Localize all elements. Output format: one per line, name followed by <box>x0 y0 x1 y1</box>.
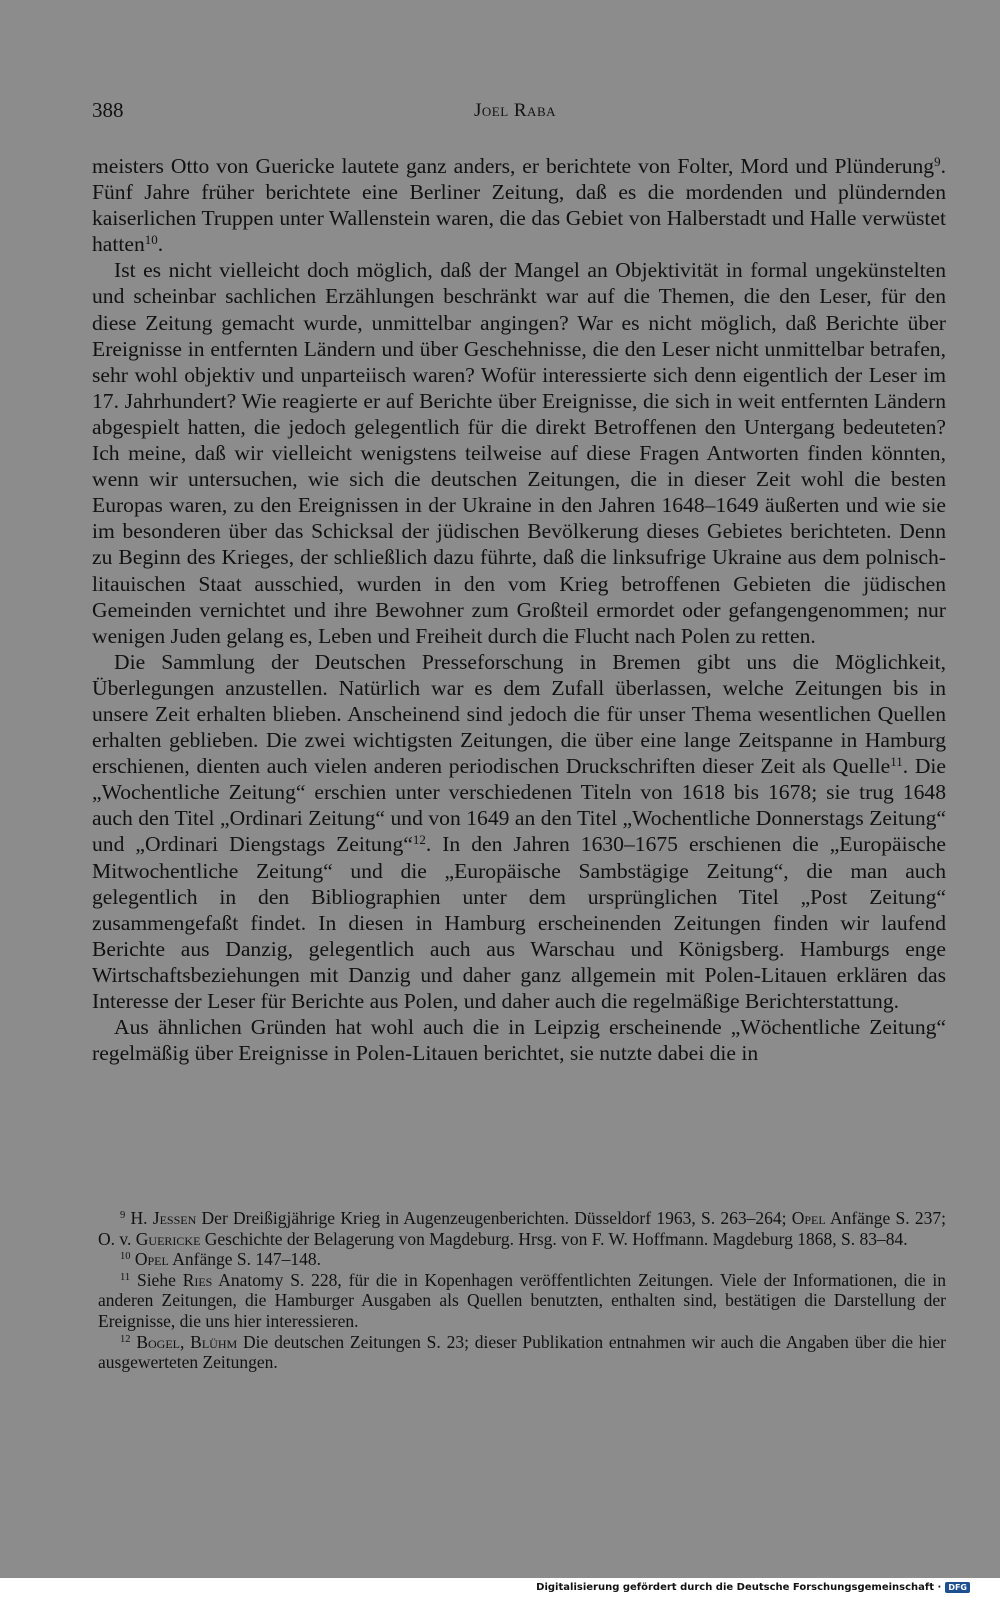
footnote-10 <box>98 1249 946 1270</box>
footnote-9 <box>98 1208 946 1249</box>
digitization-credit <box>536 1582 970 1593</box>
footnote-9-author-guericke: Guericke <box>135 1228 201 1249</box>
dfg-logo: DFG <box>945 1582 970 1593</box>
footnote-ref-10: 10 <box>144 232 158 248</box>
footnotes <box>98 1208 946 1373</box>
paragraph-4: Aus ähnlichen Gründen hat wohl auch die in Leipzig erscheinende „Wöchentliche Zeitung“ regelmäßig über Ereignisse in Polen-Litauen berichtet, sie nutzte dabei die in <box>92 1015 946 1066</box>
paragraph-1 <box>92 153 946 257</box>
page-number: 388 <box>92 98 124 122</box>
running-head <box>92 98 938 126</box>
footnote-10-author-opel: Opel <box>134 1249 169 1270</box>
paragraph-3-text-c: . In den Jahren 1630–1675 erschienen die „Europäische Mitwochentliche Zeitung“ und die „Europäische Sambstägige Zeitung“, die man auch gelegentlich in den Bibliographien unter dem ursprünglichen Titel „Post Zeitung“ zusammengefaßt findet. In diesen in Hamburg erscheinenden Zeitungen finden wir laufend Berichte aus Danzig, gelegentlich auch aus Warschau und Königsberg. Hamburgs enge Wirtschaftsbeziehungen mit Danzig und daher ganz allgemein mit Polen-Litauen erklären das Interesse der Leser für Berichte aus Polen, und daher auch die regelmäßige Berichterstattung. <box>92 832 946 1013</box>
footnote-11-author-ries: Ries <box>182 1269 213 1290</box>
footnote-ref-11: 11 <box>890 754 903 770</box>
footnote-number-10: 10 <box>120 1251 131 1263</box>
paragraph-2: Ist es nicht vielleicht doch möglich, daß der Mangel an Objektivität in formal ungekünstelten und scheinbar sachlichen Erzählungen beschränkt war auf die Themen, die den Leser, für den diese Zeitung gemacht wurde, unmittelbar angingen? War es nicht möglich, daß Berichte über Ereignisse in entfernten Ländern und über Geschehnisse, die den Leser nicht unmittelbar betrafen, sehr wohl objektiv und unparteiisch waren? Wofür interessierte sich denn eigentlich der Leser im 17. Jahrhundert? Wie reagierte er auf Berichte über Ereignisse, die sich in weit entfernten Ländern abgespielt hatten, die jedoch gelegentlich für die direkt Betroffenen den Untergang bedeuteten? Ich meine, daß wir vielleicht wenigstens teilweise auf diese Fragen Antworten finden könnten, wenn wir untersuchen, wie sich die deutschen Zeitungen, die in dieser Zeit wohl die besten Europas waren, zu den Ereignissen in der Ukraine in den Jahren 1648–1649 äußerten und wie sie im besonderen über das Schicksal der jüdischen Bevölkerung dieses Gebietes berichteten. Denn zu Beginn des Krieges, der schließlich dazu führte, daß die linksufrige Ukraine aus dem polnisch-litauischen Staat ausschied, wurden in den vom Krieg betroffenen Gebieten die jüdischen Gemeinden vernichtet und ihre Bewohner zum Großteil ermordet oder gefangengenommen; nur wenigen Juden gelang es, Leben und Freiheit durch die Flucht nach Polen zu retten. <box>92 258 946 648</box>
footnote-9-author-opel: Opel <box>791 1208 826 1228</box>
footnote-12 <box>98 1332 946 1373</box>
footnote-9-text-b: Der Dreißigjährige Krieg in Augenzeugenberichten. Düsseldorf 1963, S. 263–264; <box>196 1208 792 1228</box>
footnote-number-9: 9 <box>120 1210 126 1222</box>
paragraph-1-text-c: . <box>157 232 164 257</box>
paragraph-3 <box>92 649 946 1014</box>
footnote-10-text: Anfänge S. 147–148. <box>168 1249 322 1270</box>
paragraph-3-text-a: Die Sammlung der Deutschen Presseforschung in Bremen gibt uns die Möglichkeit, Überlegungen anzustellen. Natürlich war es dem Zufall überlassen, welche Zeitungen bis in unsere Zeit erhalten blieben. Anscheinend sind jedoch die für unser Thema wesentlichen Quellen erhalten geblieben. Die zwei wichtigsten Zeitungen, die über eine lange Zeitspanne in Hamburg erschienen, dienten auch vielen anderen periodischen Druckschriften dieser Zeit als Quelle <box>92 649 946 779</box>
running-head-author: Joel Raba <box>473 100 557 121</box>
footnote-9-text-a: H. <box>130 1208 153 1228</box>
paragraph-1-text-b: . Fünf Jahre früher berichtete eine Berliner Zeitung, daß es die mordenden und plündernden kaiserlichen Truppen unter Wallenstein waren, die das Gebiet von Halberstadt und Halle verwüstet hatten <box>92 154 946 257</box>
footnote-11-text-a: Siehe <box>130 1269 183 1290</box>
footnote-12-text: Die deutschen Zeitungen S. 23; dieser Publikation entnahmen wir auch die Angaben über die hier ausgewerteten Zeitungen. <box>98 1331 947 1373</box>
footnote-11 <box>98 1270 946 1332</box>
digitization-credit-text: Digitalisierung gefördert durch die Deutsche Forschungsgemeinschaft · <box>536 1582 942 1593</box>
footnote-12-authors: Bogel, Blühm <box>136 1331 238 1352</box>
footnote-9-text-f: Geschichte der Belagerung von Magdeburg. Hrsg. von F. W. Hoffmann. Magdeburg 1868, S. 83–84. <box>200 1228 908 1249</box>
footnote-ref-12: 12 <box>412 832 426 848</box>
paragraph-3-text-b: . Die „Wochentliche Zeitung“ erschien unter verschiedenen Titeln von 1618 bis 1678; sie trug 1648 auch den Titel „Ordinari Zeitung“ und von 1649 an den Titel „Wochentliche Donnerstags Zeitung“ und „Ordinari Diengstags Zeitung“ <box>92 754 946 857</box>
footnote-number-11: 11 <box>120 1272 131 1284</box>
footnote-9-author-jessen: Jessen <box>152 1208 197 1228</box>
footnote-ref-9: 9 <box>934 153 941 169</box>
body-text <box>92 153 946 1066</box>
footnote-11-text-c: Anatomy S. 228, für die in Kopenhagen veröffentlichten Zeitungen. Viele der Informationen, die in anderen Zeitungen, die Hamburger Ausgaben als Quellen benutzten, enthalten sind, bestätigen die Darstellung der Ereignisse, die uns hier interessieren. <box>98 1269 946 1331</box>
footnote-number-12: 12 <box>120 1333 131 1345</box>
footnote-9-text-d: Anfänge S. 237; O. v. <box>98 1208 947 1249</box>
paragraph-1-text-a: meisters Otto von Guericke lautete ganz anders, er berichtete von Folter, Mord und Plünderung <box>92 154 935 178</box>
